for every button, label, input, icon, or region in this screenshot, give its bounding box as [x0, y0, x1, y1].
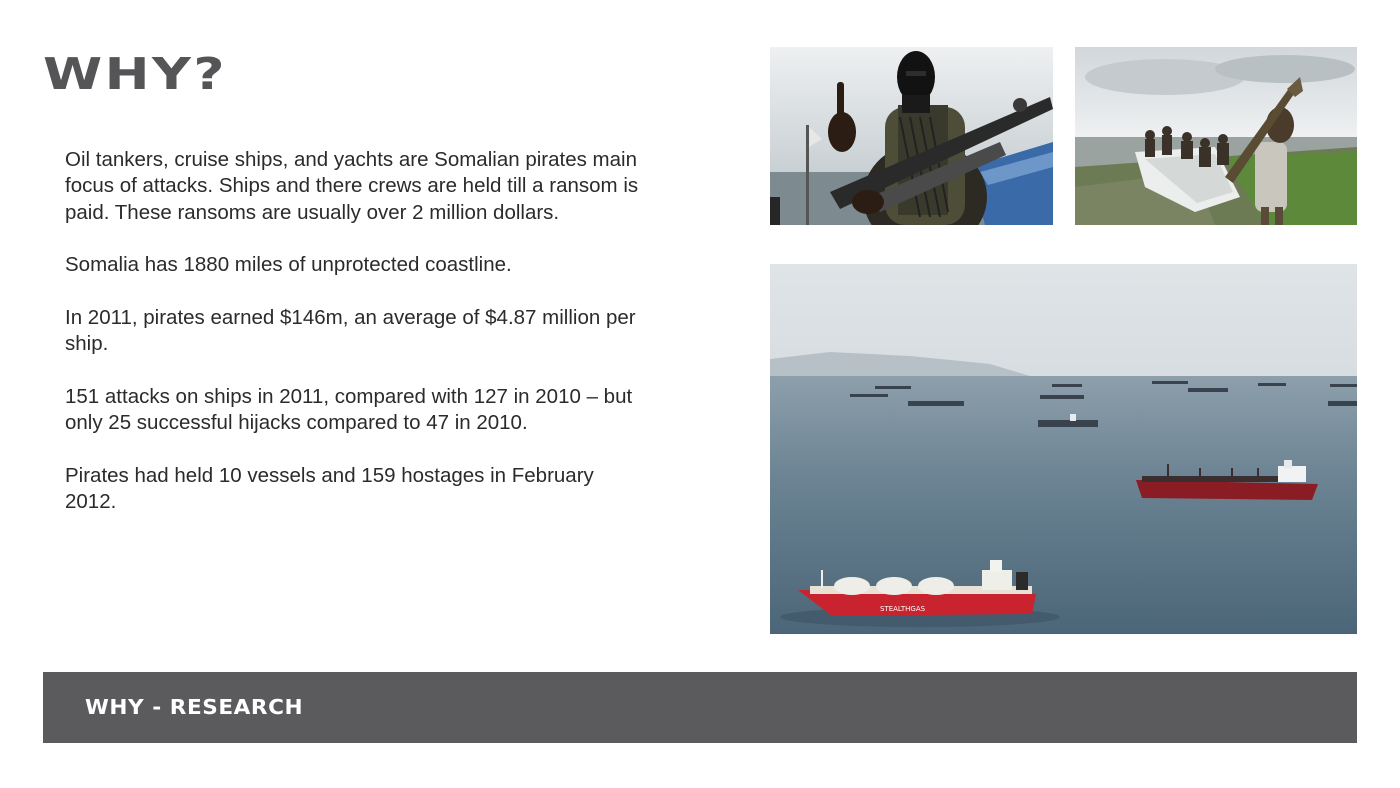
paragraph-coastline: Somalia has 1880 miles of unprotected coastline.: [65, 253, 512, 277]
slide-title: WHY?: [43, 49, 227, 100]
ship-name-marking: STEALTHGAS: [880, 605, 926, 613]
footer-label: WHY - RESEARCH: [85, 695, 304, 719]
footer-bar: [43, 672, 1357, 743]
ships-at-sea-photo: [770, 264, 1357, 634]
paragraph-attack-targets: Oil tankers, cruise ships, and yachts are Somalian pirates main focus of attacks. Ships and there crews are held till a ransom is paid. These ransoms are usually over 2 million dollars.: [65, 148, 639, 224]
pirates-boat-photo: [1075, 47, 1357, 225]
paragraph-earnings: In 2011, pirates earned $146m, an average of $4.87 million per ship.: [65, 305, 636, 356]
paragraph-attacks: 151 attacks on ships in 2011, compared with 127 in 2010 – but only 25 successful hijacks compared to 47 in 2010.: [65, 384, 633, 434]
paragraph-hostages: Pirates had held 10 vessels and 159 hostages in February 2012.: [65, 463, 594, 513]
armed-pirate-photo: [770, 47, 1053, 225]
slide-body: [65, 147, 705, 541]
